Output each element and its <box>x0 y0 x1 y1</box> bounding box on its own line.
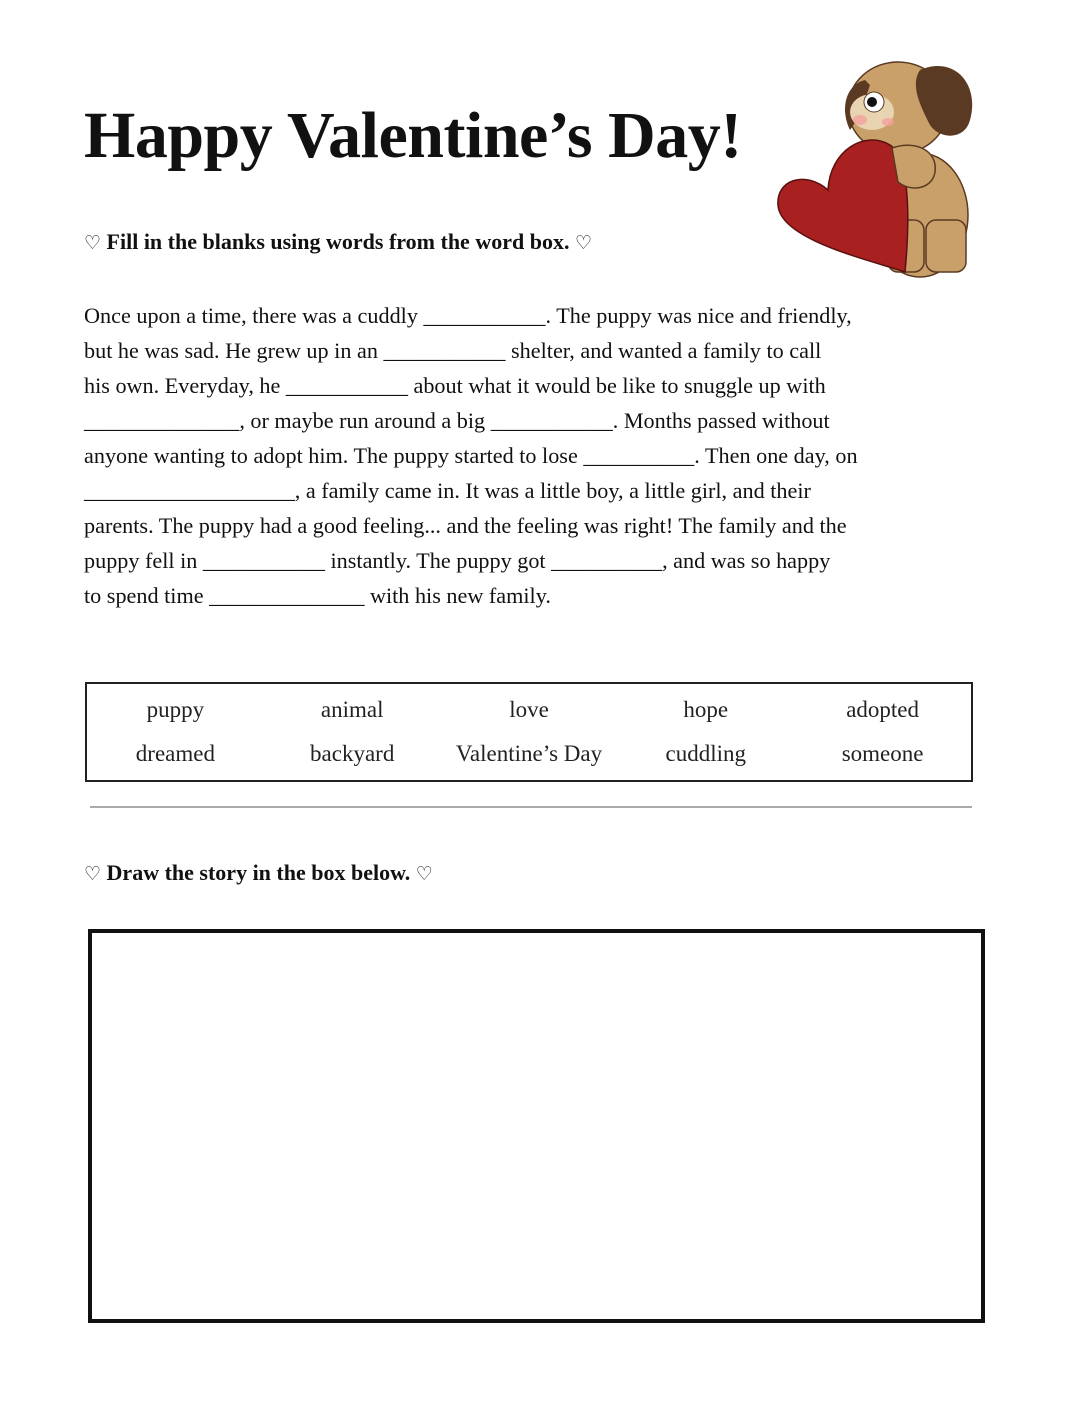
puppy-leg-right <box>926 220 966 272</box>
red-heart <box>778 140 908 272</box>
puppy-eye <box>867 97 877 107</box>
story-line: Once upon a time, there was a cuddly ___________. The puppy was nice and friendly, <box>84 303 852 328</box>
section-divider <box>90 806 972 808</box>
story-line: to spend time ______________ with his new family. <box>84 583 551 608</box>
word-box-item: cuddling <box>665 741 747 766</box>
word-box-item: animal <box>320 697 384 722</box>
heart-outline-icon: ♡ <box>574 232 592 254</box>
page-title: Happy Valentine’s Day! <box>84 99 742 172</box>
puppy-arm <box>892 145 935 188</box>
drawing-box <box>88 929 985 1323</box>
word-box <box>85 682 973 782</box>
word-box-item: hope <box>683 697 729 722</box>
fill-instruction-text: Fill in the blanks using words from the word box. <box>101 229 575 254</box>
fill-instruction <box>84 229 592 255</box>
story-line: parents. The puppy had a good feeling... and the feeling was right! The family and the <box>84 513 847 538</box>
word-box-item: love <box>509 697 549 722</box>
story-paragraph <box>84 298 984 613</box>
story-line: ______________, or maybe run around a big ___________. Months passed without <box>84 408 830 433</box>
word-box-item: someone <box>841 741 924 766</box>
story-line: puppy fell in ___________ instantly. The puppy got __________, and was so happy <box>84 548 831 573</box>
story-line: anyone wanting to adopt him. The puppy started to lose __________. Then one day, on <box>84 443 858 468</box>
story-line: ___________________, a family came in. It was a little boy, a little girl, and their <box>84 478 811 503</box>
draw-instruction-text: Draw the story in the box below. <box>101 860 416 885</box>
word-box-item: dreamed <box>135 741 215 766</box>
word-box-item: puppy <box>146 697 205 722</box>
story-line: his own. Everyday, he ___________ about what it would be like to snuggle up with <box>84 373 826 398</box>
word-box-item: backyard <box>310 741 395 766</box>
puppy-with-heart-illustration <box>770 40 985 280</box>
puppy-cheek-2 <box>882 118 894 126</box>
word-box-item: adopted <box>846 697 919 722</box>
heart-outline-icon: ♡ <box>84 232 102 254</box>
draw-instruction <box>84 860 433 886</box>
heart-outline-icon: ♡ <box>84 863 102 885</box>
heart-outline-icon: ♡ <box>415 863 433 885</box>
word-box-item: Valentine’s Day <box>455 741 603 766</box>
puppy-cheek <box>853 115 867 125</box>
story-line: but he was sad. He grew up in an ___________ shelter, and wanted a family to call <box>84 338 822 363</box>
